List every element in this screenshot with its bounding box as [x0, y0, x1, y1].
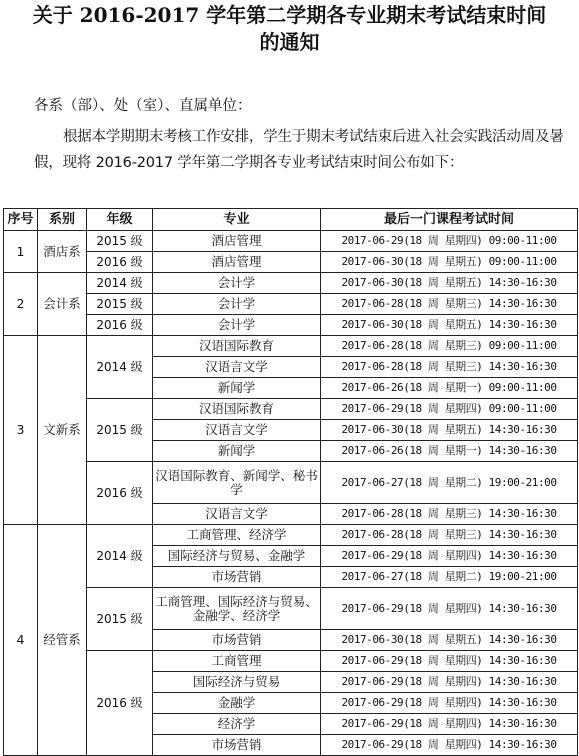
- row-exam-time: 2017-06-28(18 周 星期三) 14:30-16:30: [321, 294, 578, 315]
- table-row: [4, 399, 578, 420]
- row-no: 2: [4, 273, 38, 336]
- table-row: [4, 588, 578, 630]
- row-major: 工商管理: [153, 651, 321, 672]
- exam-schedule-table: [3, 208, 578, 756]
- row-grade: 2014 级: [87, 273, 153, 294]
- row-no: 4: [4, 525, 38, 756]
- table-row: [4, 462, 578, 504]
- row-exam-time: 2017-06-29(18 周 星期四) 14:30-16:30: [321, 546, 578, 567]
- row-grade: 2015 级: [87, 294, 153, 315]
- row-exam-time: 2017-06-29(18 周 星期四) 14:30-16:30: [321, 651, 578, 672]
- row-major: 新闻学: [153, 441, 321, 462]
- row-exam-time: 2017-06-26(18 周 星期一) 09:00-11:00: [321, 378, 578, 399]
- row-exam-time: 2017-06-29(18 周 星期四) 14:30-16:30: [321, 714, 578, 735]
- table-row: [4, 231, 578, 252]
- table-row: [4, 273, 578, 294]
- row-major: 会计学: [153, 273, 321, 294]
- row-major: 金融学: [153, 693, 321, 714]
- row-major: 汉语国际教育、新闻学、秘书学: [153, 462, 321, 504]
- table-row: [4, 336, 578, 357]
- row-exam-time: 2017-06-27(18 周 星期二) 19:00-21:00: [321, 462, 578, 504]
- row-grade: 2015 级: [87, 231, 153, 252]
- header-grade: 年级: [87, 209, 153, 231]
- row-major: 酒店管理: [153, 252, 321, 273]
- row-major: 国际经济与贸易、金融学: [153, 546, 321, 567]
- row-exam-time: 2017-06-28(18 周 星期三) 14:30-16:30: [321, 504, 578, 525]
- row-major: 汉语言文学: [153, 357, 321, 378]
- header-exam-time: 最后一门课程考试时间: [321, 209, 578, 231]
- row-exam-time: 2017-06-29(18 周 星期四) 09:00-11:00: [321, 231, 578, 252]
- row-major: 经济学: [153, 714, 321, 735]
- notice-title-line1: 关于 2016-2017 学年第二学期各专业期末考试结束时间: [32, 3, 547, 27]
- row-no: 1: [4, 231, 38, 273]
- row-grade: 2015 级: [87, 399, 153, 462]
- row-major: 市场营销: [153, 735, 321, 756]
- row-grade: 2015 级: [87, 588, 153, 651]
- row-grade: 2016 级: [87, 462, 153, 525]
- row-major: 汉语言文学: [153, 504, 321, 525]
- row-dept: 酒店系: [38, 231, 87, 273]
- addressee: 各系（部）、处（室）、直属单位：: [34, 98, 252, 114]
- row-exam-time: 2017-06-29(18 周 星期四) 14:30-16:30: [321, 735, 578, 756]
- table-header-row: [4, 209, 578, 231]
- row-major: 工商管理、国际经济与贸易、金融学、经济学: [153, 588, 321, 630]
- header-dept: 系别: [38, 209, 87, 231]
- row-grade: 2014 级: [87, 525, 153, 588]
- row-exam-time: 2017-06-30(18 周 星期五) 14:30-16:30: [321, 420, 578, 441]
- row-exam-time: 2017-06-30(18 周 星期五) 14:30-16:30: [321, 315, 578, 336]
- row-exam-time: 2017-06-29(18 周 星期四) 09:00-11:00: [321, 399, 578, 420]
- row-major: 市场营销: [153, 567, 321, 588]
- row-grade: 2016 级: [87, 315, 153, 336]
- header-major: 专业: [153, 209, 321, 231]
- row-major: 市场营销: [153, 630, 321, 651]
- row-exam-time: 2017-06-29(18 周 星期四) 14:30-16:30: [321, 588, 578, 630]
- header-no: 序号: [4, 209, 38, 231]
- row-exam-time: 2017-06-28(18 周 星期三) 09:00-11:00: [321, 336, 578, 357]
- notice-body: 根据本学期期末考核工作安排，学生于期末考试结束后进入社会实践活动周及暑假，现将 2016-2017 学年第二学期各专业考试结束时间公布如下：: [34, 129, 564, 171]
- row-major: 酒店管理: [153, 231, 321, 252]
- row-exam-time: 2017-06-30(18 周 星期五) 14:30-16:30: [321, 630, 578, 651]
- notice-title-line2: 的通知: [259, 30, 320, 54]
- row-major: 汉语国际教育: [153, 399, 321, 420]
- row-exam-time: 2017-06-29(18 周 星期四) 14:30-16:30: [321, 693, 578, 714]
- row-major: 汉语国际教育: [153, 336, 321, 357]
- row-major: 会计学: [153, 294, 321, 315]
- row-major: 国际经济与贸易: [153, 672, 321, 693]
- row-exam-time: 2017-06-28(18 周 星期三) 14:30-16:30: [321, 357, 578, 378]
- table-row: [4, 294, 578, 315]
- table-row: [4, 525, 578, 546]
- row-exam-time: 2017-06-28(18 周 星期三) 14:30-16:30: [321, 525, 578, 546]
- row-exam-time: 2017-06-26(18 周 星期一) 14:30-16:30: [321, 441, 578, 462]
- row-exam-time: 2017-06-29(18 周 星期四) 14:30-16:30: [321, 672, 578, 693]
- row-grade: 2014 级: [87, 336, 153, 399]
- row-dept: 经管系: [38, 525, 87, 756]
- row-major: 新闻学: [153, 378, 321, 399]
- table-row: [4, 315, 578, 336]
- row-dept: 文新系: [38, 336, 87, 525]
- row-grade: 2016 级: [87, 252, 153, 273]
- table-row: [4, 252, 578, 273]
- notice-title: [0, 2, 579, 56]
- row-major: 工商管理、经济学: [153, 525, 321, 546]
- row-exam-time: 2017-06-30(18 周 星期五) 09:00-11:00: [321, 252, 578, 273]
- row-major: 会计学: [153, 315, 321, 336]
- table-row: [4, 651, 578, 672]
- row-major: 汉语言文学: [153, 420, 321, 441]
- row-exam-time: 2017-06-27(18 周 星期二) 19:00-21:00: [321, 567, 578, 588]
- row-dept: 会计系: [38, 273, 87, 336]
- row-grade: 2016 级: [87, 651, 153, 756]
- row-exam-time: 2017-06-30(18 周 星期五) 14:30-16:30: [321, 273, 578, 294]
- row-no: 3: [4, 336, 38, 525]
